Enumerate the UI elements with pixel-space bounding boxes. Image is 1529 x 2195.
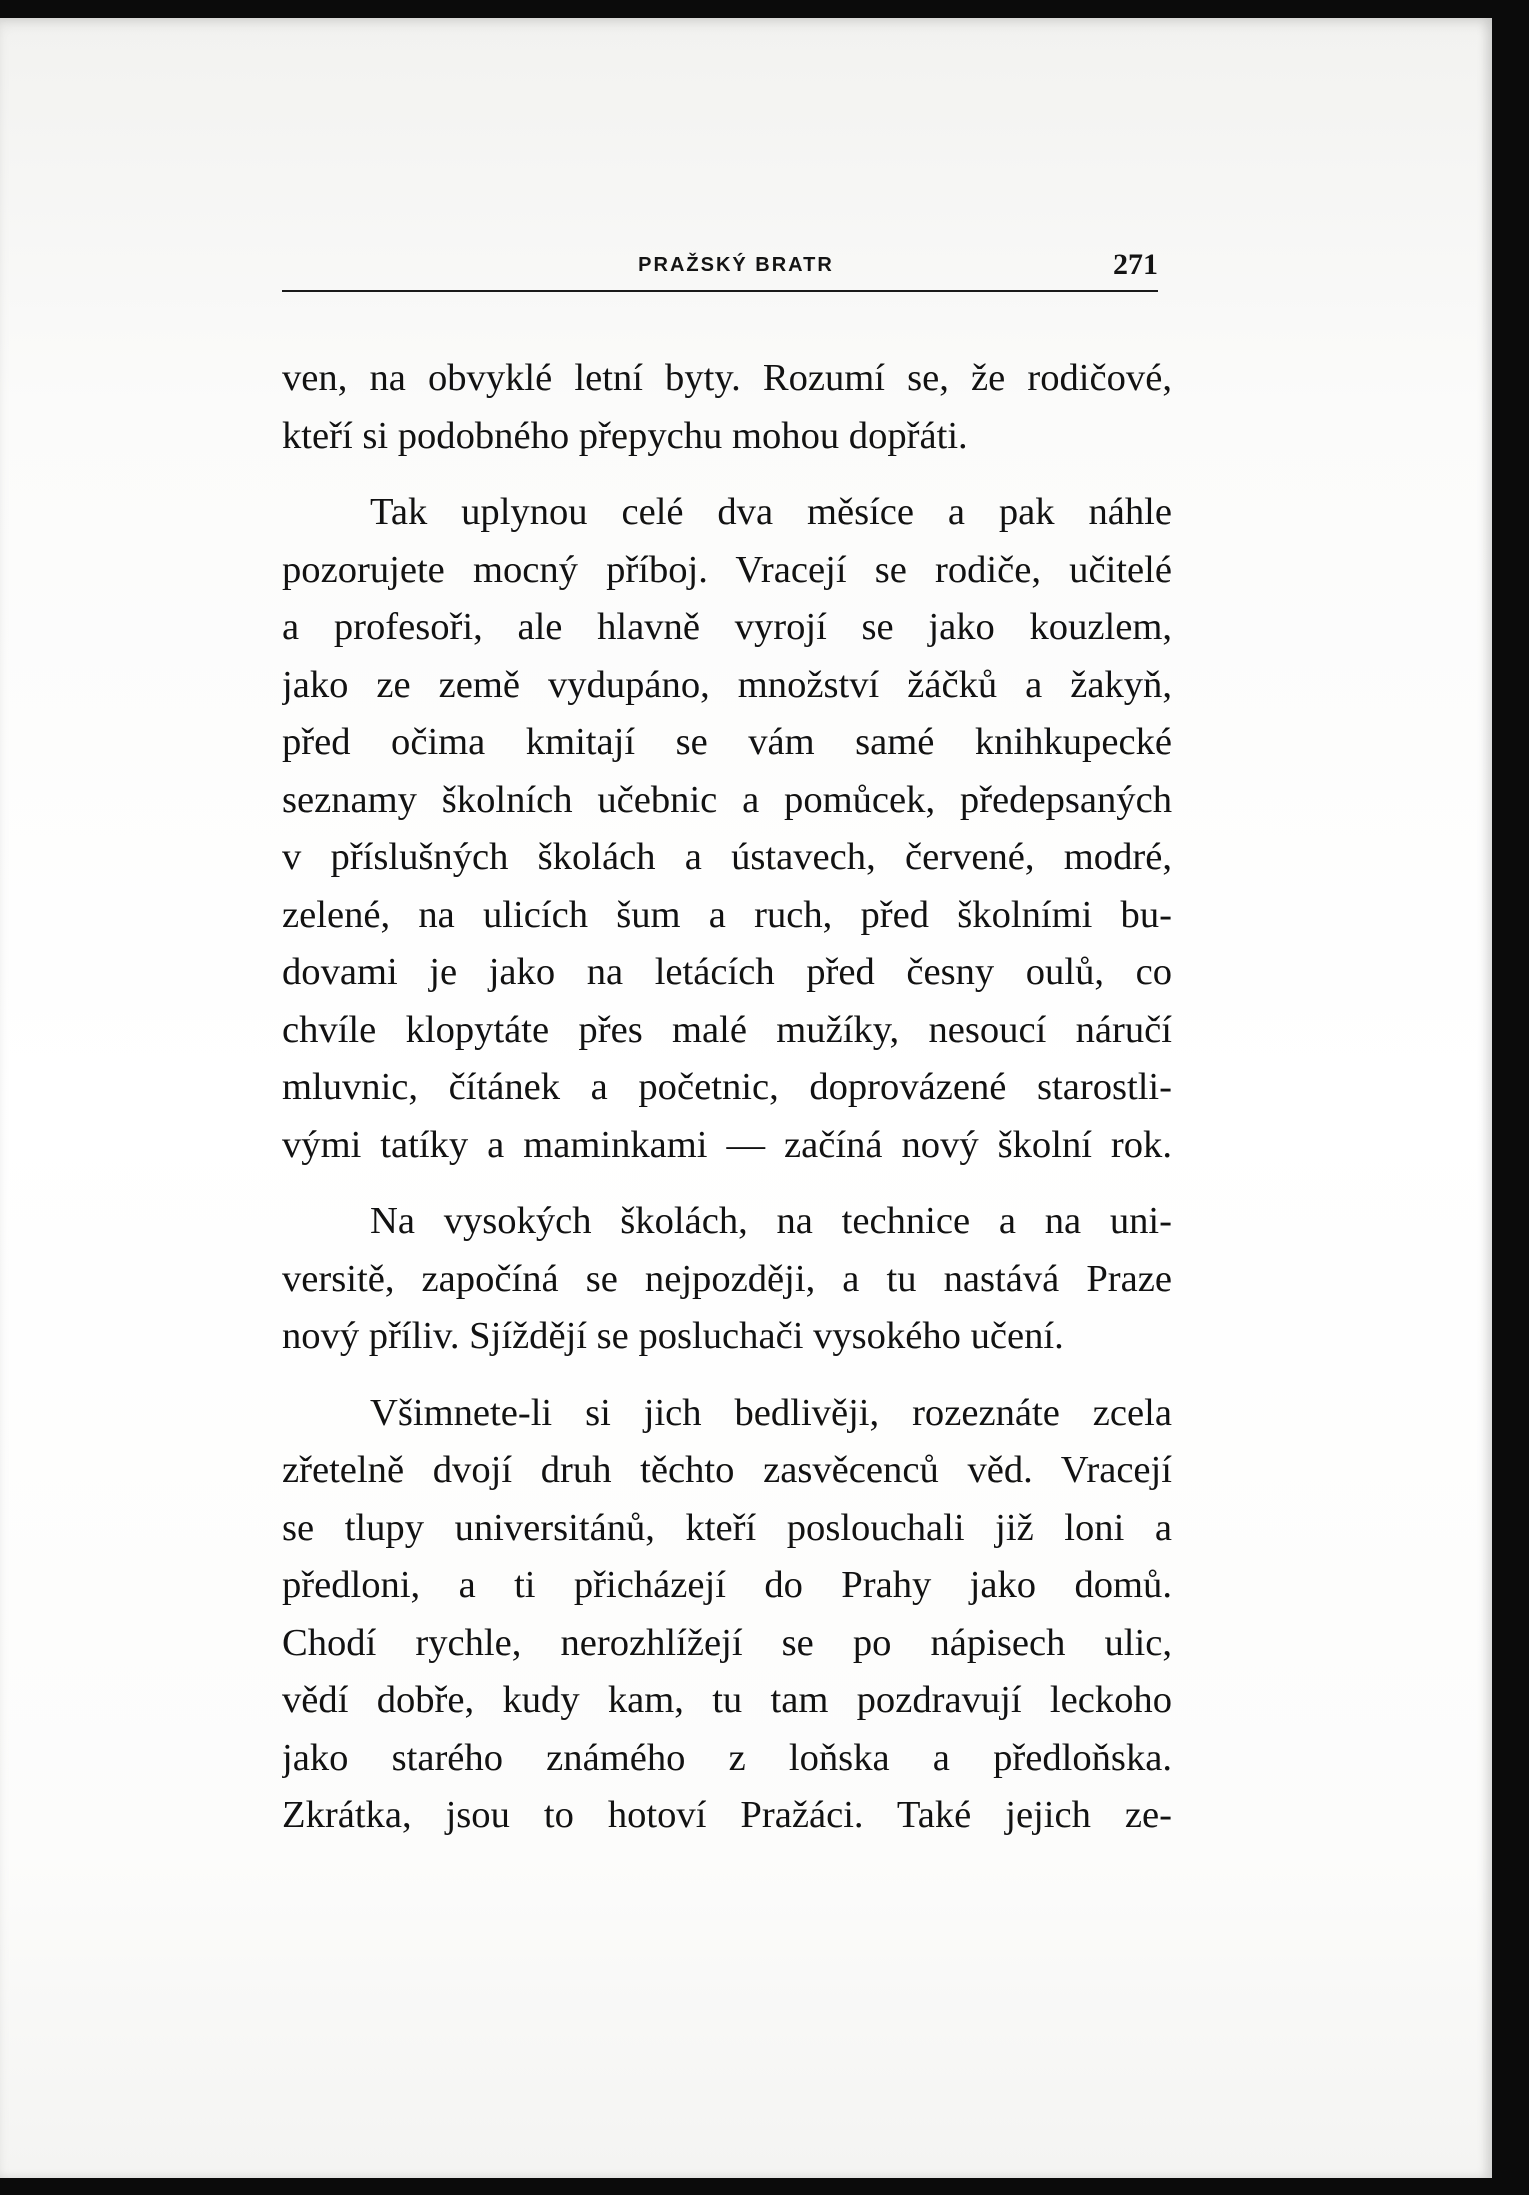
text-line: vými tatíky a maminkami — začíná nový školní rok. [282,1123,1172,1166]
text-line: versitě, započíná se nejpozději, a tu nastává Praze [282,1257,1172,1300]
text-line: nový příliv. Sjíždějí se posluchači vysokého učení. [282,1315,1064,1357]
paragraph [282,350,1172,465]
book-page [0,18,1492,2178]
text-line: se tlupy universitánů, kteří poslouchali již loni a [282,1506,1172,1549]
text-line: Na vysokých školách, na technice a na uni- [370,1200,1172,1242]
text-line: chvíle klopytáte přes malé mužíky, nesoucí náručí [282,1008,1172,1051]
text-line: mluvnic, čítánek a početnic, doprovázené starostli- [282,1066,1172,1108]
paragraph-gap [282,1174,1172,1193]
text-line: dovami je jako na letácích před česny oulů, co [282,951,1172,993]
text-line: zřetelně dvojí druh těchto zasvěcenců věd. Vracejí [282,1449,1172,1491]
text-line: jako ze země vydupáno, množství žáčků a žakyň, [282,663,1172,706]
text-line: jako starého známého z loňska a předloňska. [282,1736,1172,1779]
text-line: Všimnete-li si jich bedlivěji, rozeznáte zcela [370,1391,1172,1434]
text-line: vědí dobře, kudy kam, tu tam pozdravují leckoho [282,1679,1172,1721]
body-text [282,350,1172,1845]
paragraph-gap [282,1366,1172,1385]
text-line: zelené, na ulicích šum a ruch, před školními bu- [282,893,1172,936]
paragraph [282,1193,1172,1366]
text-line: před očima kmitají se vám samé knihkupecké [282,721,1172,763]
paragraph [282,1385,1172,1845]
text-line: předloni, a ti přicházejí do Prahy jako domů. [282,1564,1172,1606]
text-line: a profesoři, ale hlavně vyrojí se jako kouzlem, [282,606,1172,648]
text-line: Zkrátka, jsou to hotoví Pražáci. Také jejich ze- [282,1794,1172,1836]
text-line: pozorujete mocný příboj. Vracejí se rodiče, učitelé [282,548,1172,591]
text-line: kteří si podobného přepychu mohou dopřáti. [282,414,968,457]
paragraph [282,484,1172,1174]
page-header [282,248,1158,288]
text-line: Chodí rychle, nerozhlížejí se po nápisech ulic, [282,1621,1172,1664]
page-number: 271 [1113,248,1158,281]
text-line: ven, na obvyklé letní byty. Rozumí se, že rodičové, [282,357,1172,399]
paragraph-gap [282,465,1172,484]
text-line: seznamy školních učebnic a pomůcek, předepsaných [282,778,1172,821]
text-line: Tak uplynou celé dva měsíce a pak náhle [370,491,1172,533]
text-line: v příslušných školách a ústavech, červené, modré, [282,836,1172,878]
running-title: PRAŽSKÝ BRATR [638,254,834,276]
header-rule [282,290,1158,292]
